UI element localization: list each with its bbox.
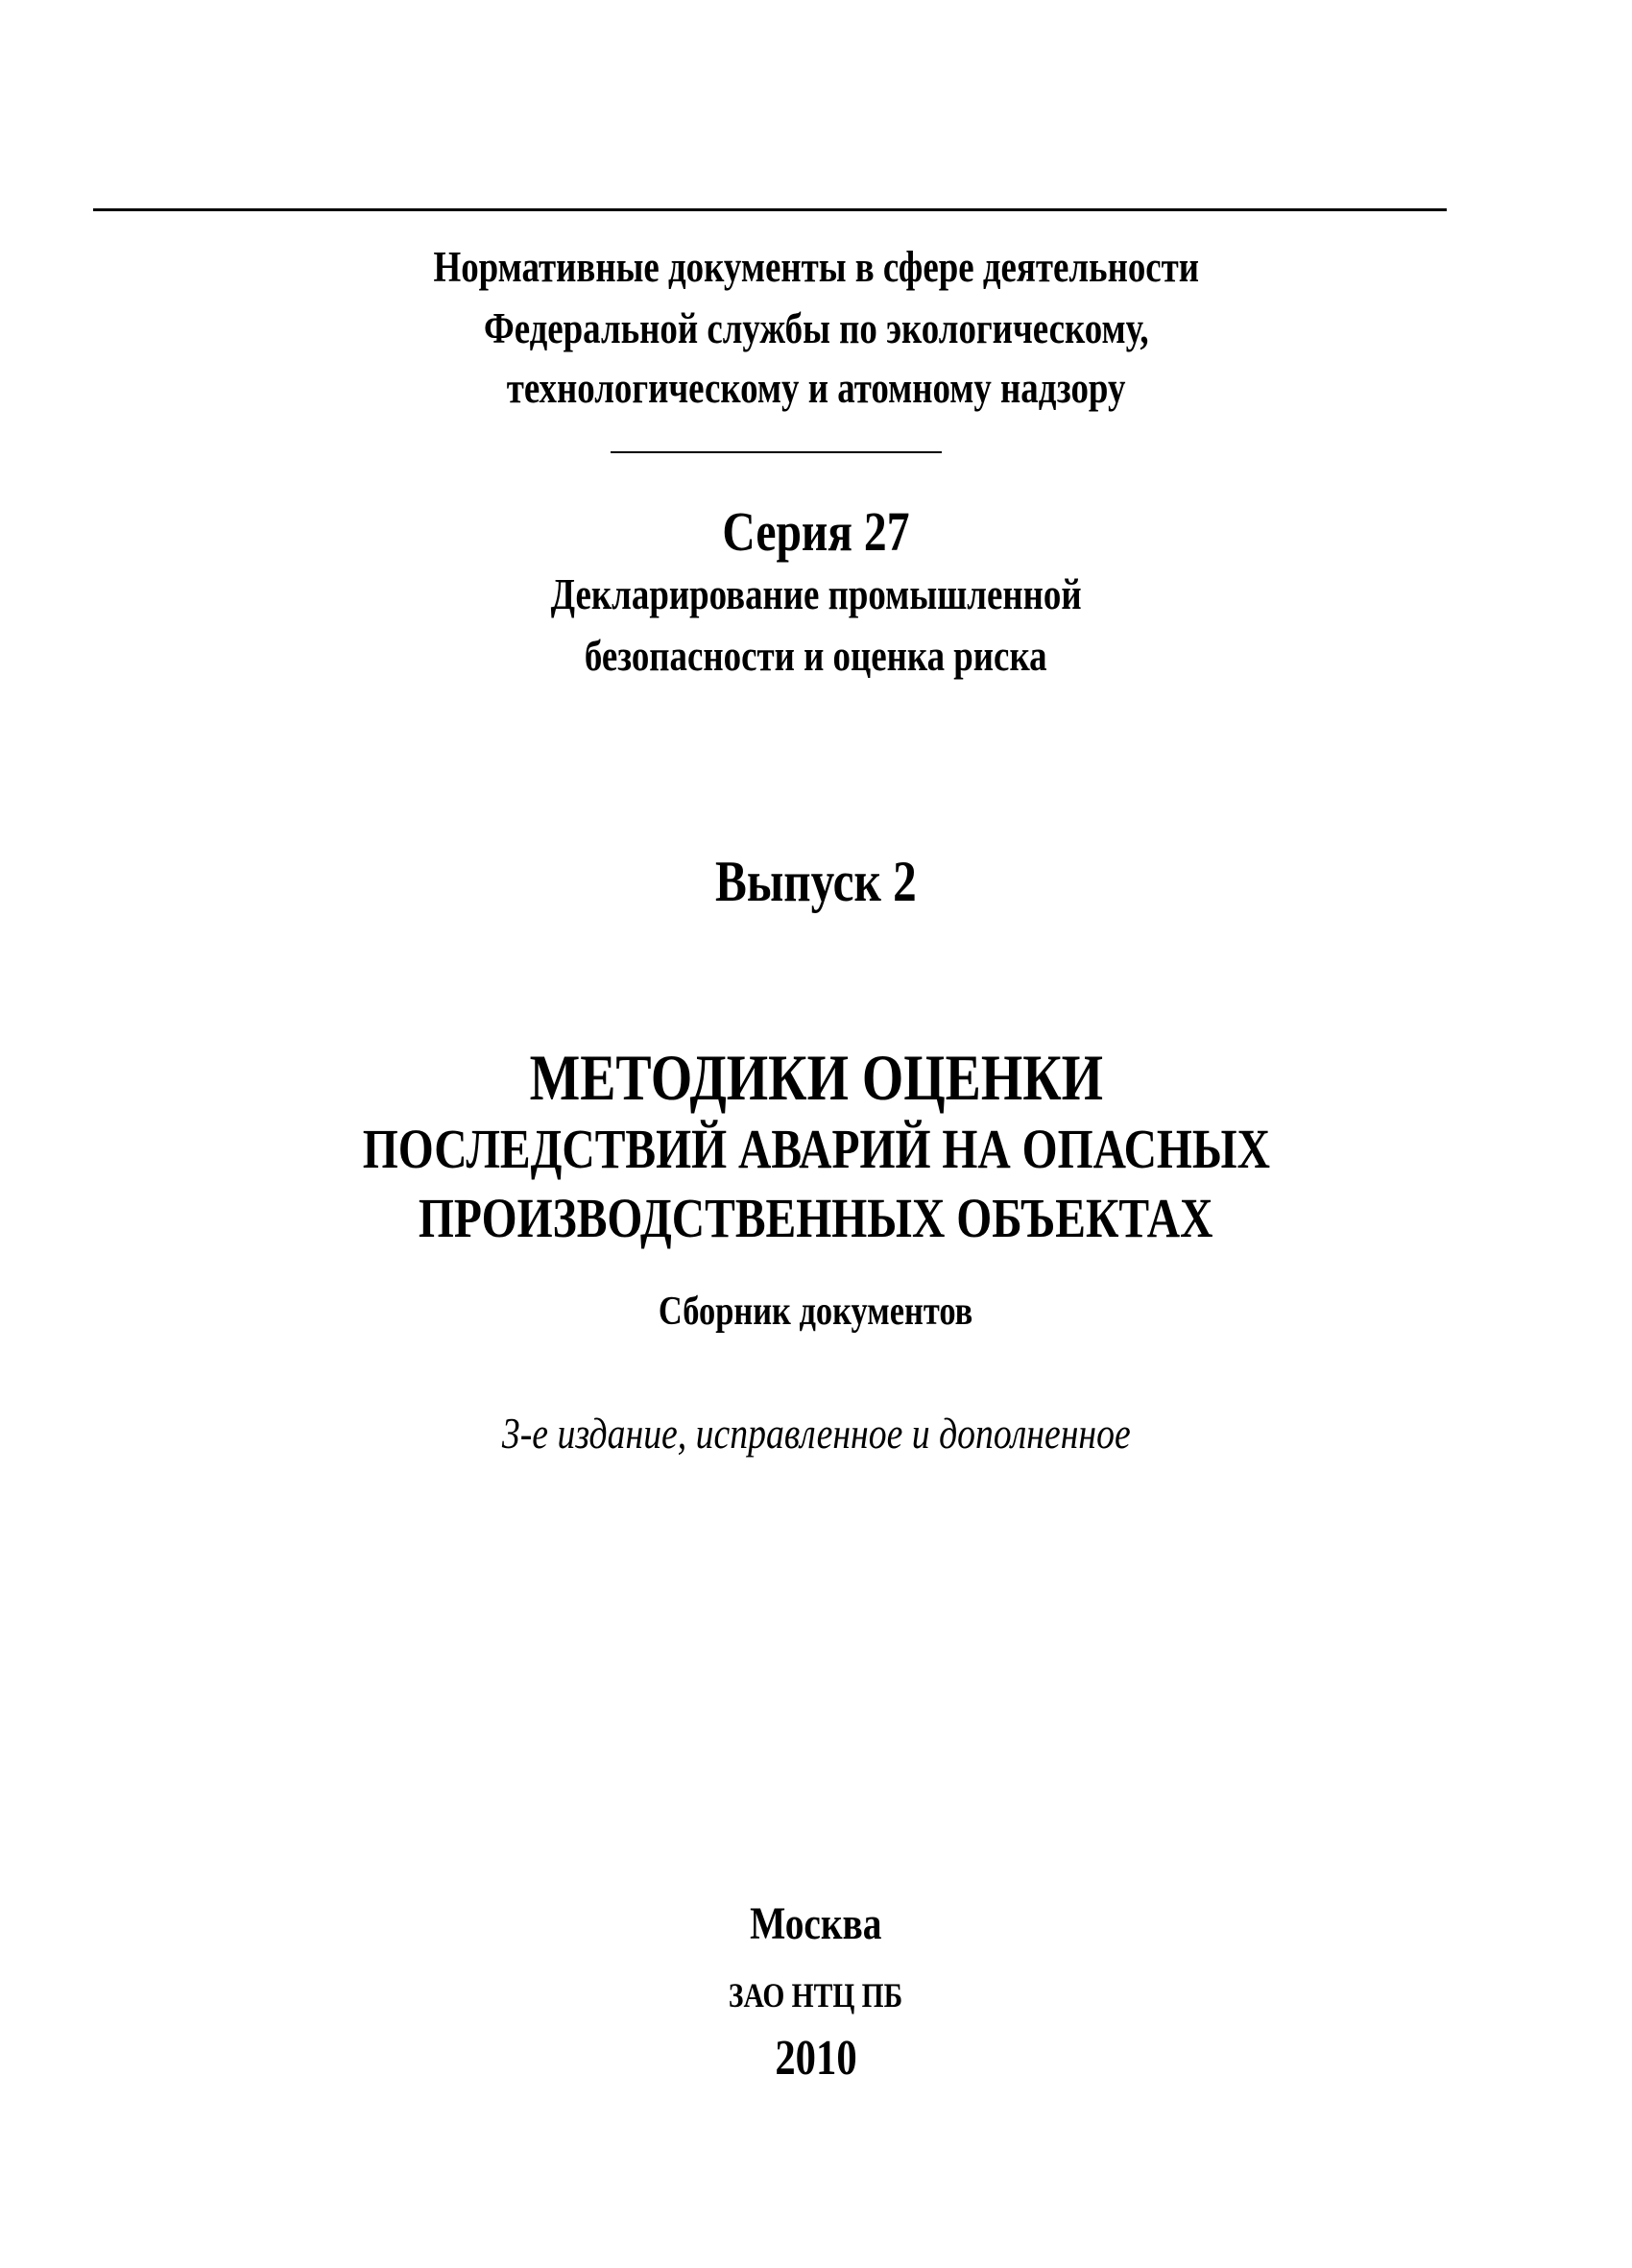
imprint-year: 2010	[775, 2031, 857, 2086]
series-title: Серия 27	[722, 500, 910, 563]
collection-label: Сборник документов	[659, 1290, 973, 1334]
series-subtitle-line-1: Декларирование промышленной	[550, 570, 1082, 618]
imprint-publisher: ЗАО НТЦ ПБ	[729, 1976, 903, 2015]
issuer-line-1: Нормативные документы в сфере деятельности	[433, 243, 1199, 291]
issuer-line-2: Федеральной службы по экологическому,	[483, 304, 1149, 352]
separator-rule	[611, 451, 942, 453]
main-title-line-3: ПРОИЗВОДСТВЕННЫХ ОБЪЕКТАХ	[419, 1187, 1213, 1249]
issuer-line-3: технологическому и атомному надзору	[506, 364, 1126, 412]
top-rule	[93, 208, 1447, 211]
main-title-line-1: МЕТОДИКИ ОЦЕНКИ	[529, 1041, 1103, 1114]
main-title-line-2: ПОСЛЕДСТВИЙ АВАРИЙ НА ОПАСНЫХ	[362, 1118, 1270, 1180]
edition-note: 3-е издание, исправленное и дополненное	[501, 1409, 1131, 1458]
series-subtitle-line-2: безопасности и оценка риска	[585, 632, 1047, 680]
issue-title: Выпуск 2	[715, 850, 917, 913]
imprint-city: Москва	[750, 1898, 882, 1949]
